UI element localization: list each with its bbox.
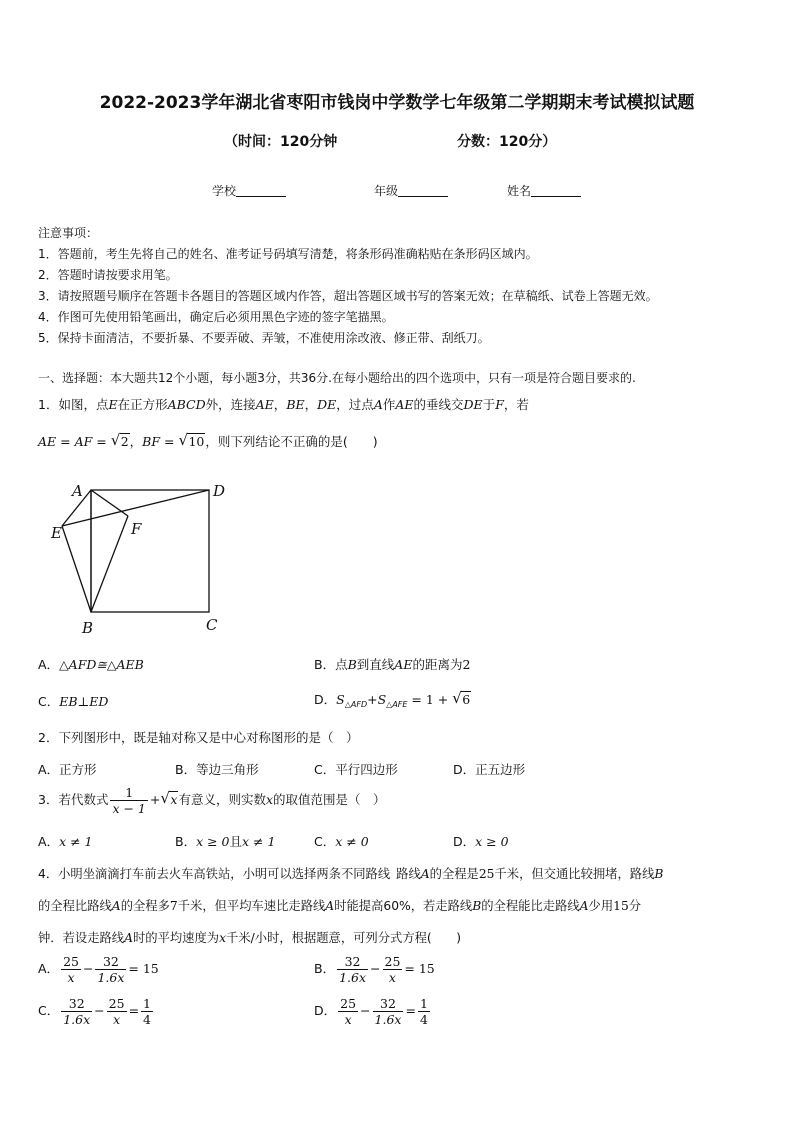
label-d: D: [213, 482, 226, 500]
q1-option-a[interactable]: A．△AFD≅△AEB: [38, 657, 144, 672]
note-item: 1．答题前，考生先将自己的姓名、准考证号码填写清楚，将条形码准确粘贴在条形码区域内。: [38, 247, 538, 261]
segment-bf: [91, 516, 128, 612]
section-heading: 一、选择题：本大题共12个小题，每小题3分，共36分.在每小题给出的四个选项中，只有一项是符合题目要求的.: [38, 371, 636, 385]
q4-line-3: 钟．若设走路线A时的平均速度为x千米/小时，根据题意，可列分式方程( ): [38, 931, 462, 945]
q4-option-d[interactable]: D． $\frac{25}{x}$ − $\frac{32}{1.6x}$ = $\frac{1}{4}$: [314, 996, 428, 1027]
q2-option-d[interactable]: D．正五边形: [453, 762, 526, 777]
label-b: B: [82, 619, 94, 637]
label-f: F: [131, 520, 142, 538]
q1-figure: [48, 478, 238, 638]
q1-stem: 1．如图，点E在正方形ABCD外，连接AE，BE，DE，过点A作AE的垂线交DE于F，若: [38, 397, 529, 412]
q4-option-b[interactable]: B． $\frac{32}{1.6x}$ − $\frac{25}{x}$ = 15: [314, 954, 435, 985]
q4-option-c[interactable]: C． $\frac{32}{1.6x}$ − $\frac{25}{x}$ = $\frac{1}{4}$: [38, 996, 151, 1027]
note-item: 4．作图可先使用铅笔画出，确定后必须用黑色字迹的签字笔描黑。: [38, 310, 394, 324]
q2-stem: 2．下列图形中，既是轴对称又是中心对称图形的是（ ）: [38, 730, 359, 745]
name-field[interactable]: 姓名: [507, 182, 581, 199]
label-c: C: [206, 616, 218, 634]
school-field[interactable]: 学校: [212, 182, 286, 199]
note-item: 5．保持卡面清洁，不要折暴、不要弄破、弄皱，不准使用涂改液、修正带、刮纸刀。: [38, 331, 490, 345]
q2-option-b[interactable]: B．等边三角形: [175, 762, 259, 777]
q4-line-1: 4．小明坐滴滴打车前去火车高铁站，小明可以选择两条不同路线 路线A的全程是25千米，但交通比较拥堵，路线B: [38, 867, 664, 881]
note-item: 2．答题时请按要求用笔。: [38, 268, 178, 282]
exam-time: （时间：120分钟: [224, 134, 338, 150]
exam-score: 分数：120分）: [457, 134, 557, 150]
label-a: A: [72, 482, 83, 500]
label-e: E: [51, 524, 62, 542]
page-title: 2022-2023学年湖北省枣阳市钱岗中学数学七年级第二学期期末考试模拟试题: [99, 93, 695, 113]
q3-option-c[interactable]: C．x ≠ 0: [314, 834, 369, 849]
segment-eb: [62, 526, 91, 612]
q1-option-b[interactable]: B．点B到直线AE的距离为2: [314, 657, 471, 672]
q4-line-2: 的全程比路线A的全程多7千米，但平均车速比走路线A时能提高60%，若走路线B的全程能比走路线A少用15分: [38, 899, 642, 913]
q1-option-c[interactable]: C．EB⊥ED: [38, 694, 109, 709]
q3-option-a[interactable]: A．x ≠ 1: [38, 834, 93, 849]
note-item: 3．请按照题号顺序在答题卡各题目的答题区域内作答，超出答题区域书写的答案无效；在草稿纸、试卷上答题无效。: [38, 289, 658, 303]
segment-af: [91, 490, 128, 516]
q1-condition: AE = AF = √ 2，BF = √ 10，则下列结论不正确的是( ): [38, 431, 378, 449]
q3-option-d[interactable]: D．x ≥ 0: [453, 834, 509, 849]
q2-option-c[interactable]: C．平行四边形: [314, 762, 398, 777]
q1-option-d[interactable]: D．$S_{\triangle AFD}+S_{\triangle AFE} = 1$ + √ 6: [314, 689, 471, 709]
q2-option-a[interactable]: A．正方形: [38, 762, 97, 777]
q4-option-a[interactable]: A． $\frac{25}{x}$ − $\frac{32}{1.6x}$ = 15: [38, 954, 159, 985]
q3-stem: 3．若代数式 $\frac{1}{x - 1}$ + √ x有意义，则实数x的取值范围是（ ）: [38, 785, 386, 816]
q3-option-b[interactable]: B．x ≥ 0且x ≠ 1: [175, 834, 276, 849]
square-abcd: [91, 490, 209, 612]
notes-heading: 注意事项：: [38, 226, 99, 240]
grade-field[interactable]: 年级: [374, 182, 448, 199]
